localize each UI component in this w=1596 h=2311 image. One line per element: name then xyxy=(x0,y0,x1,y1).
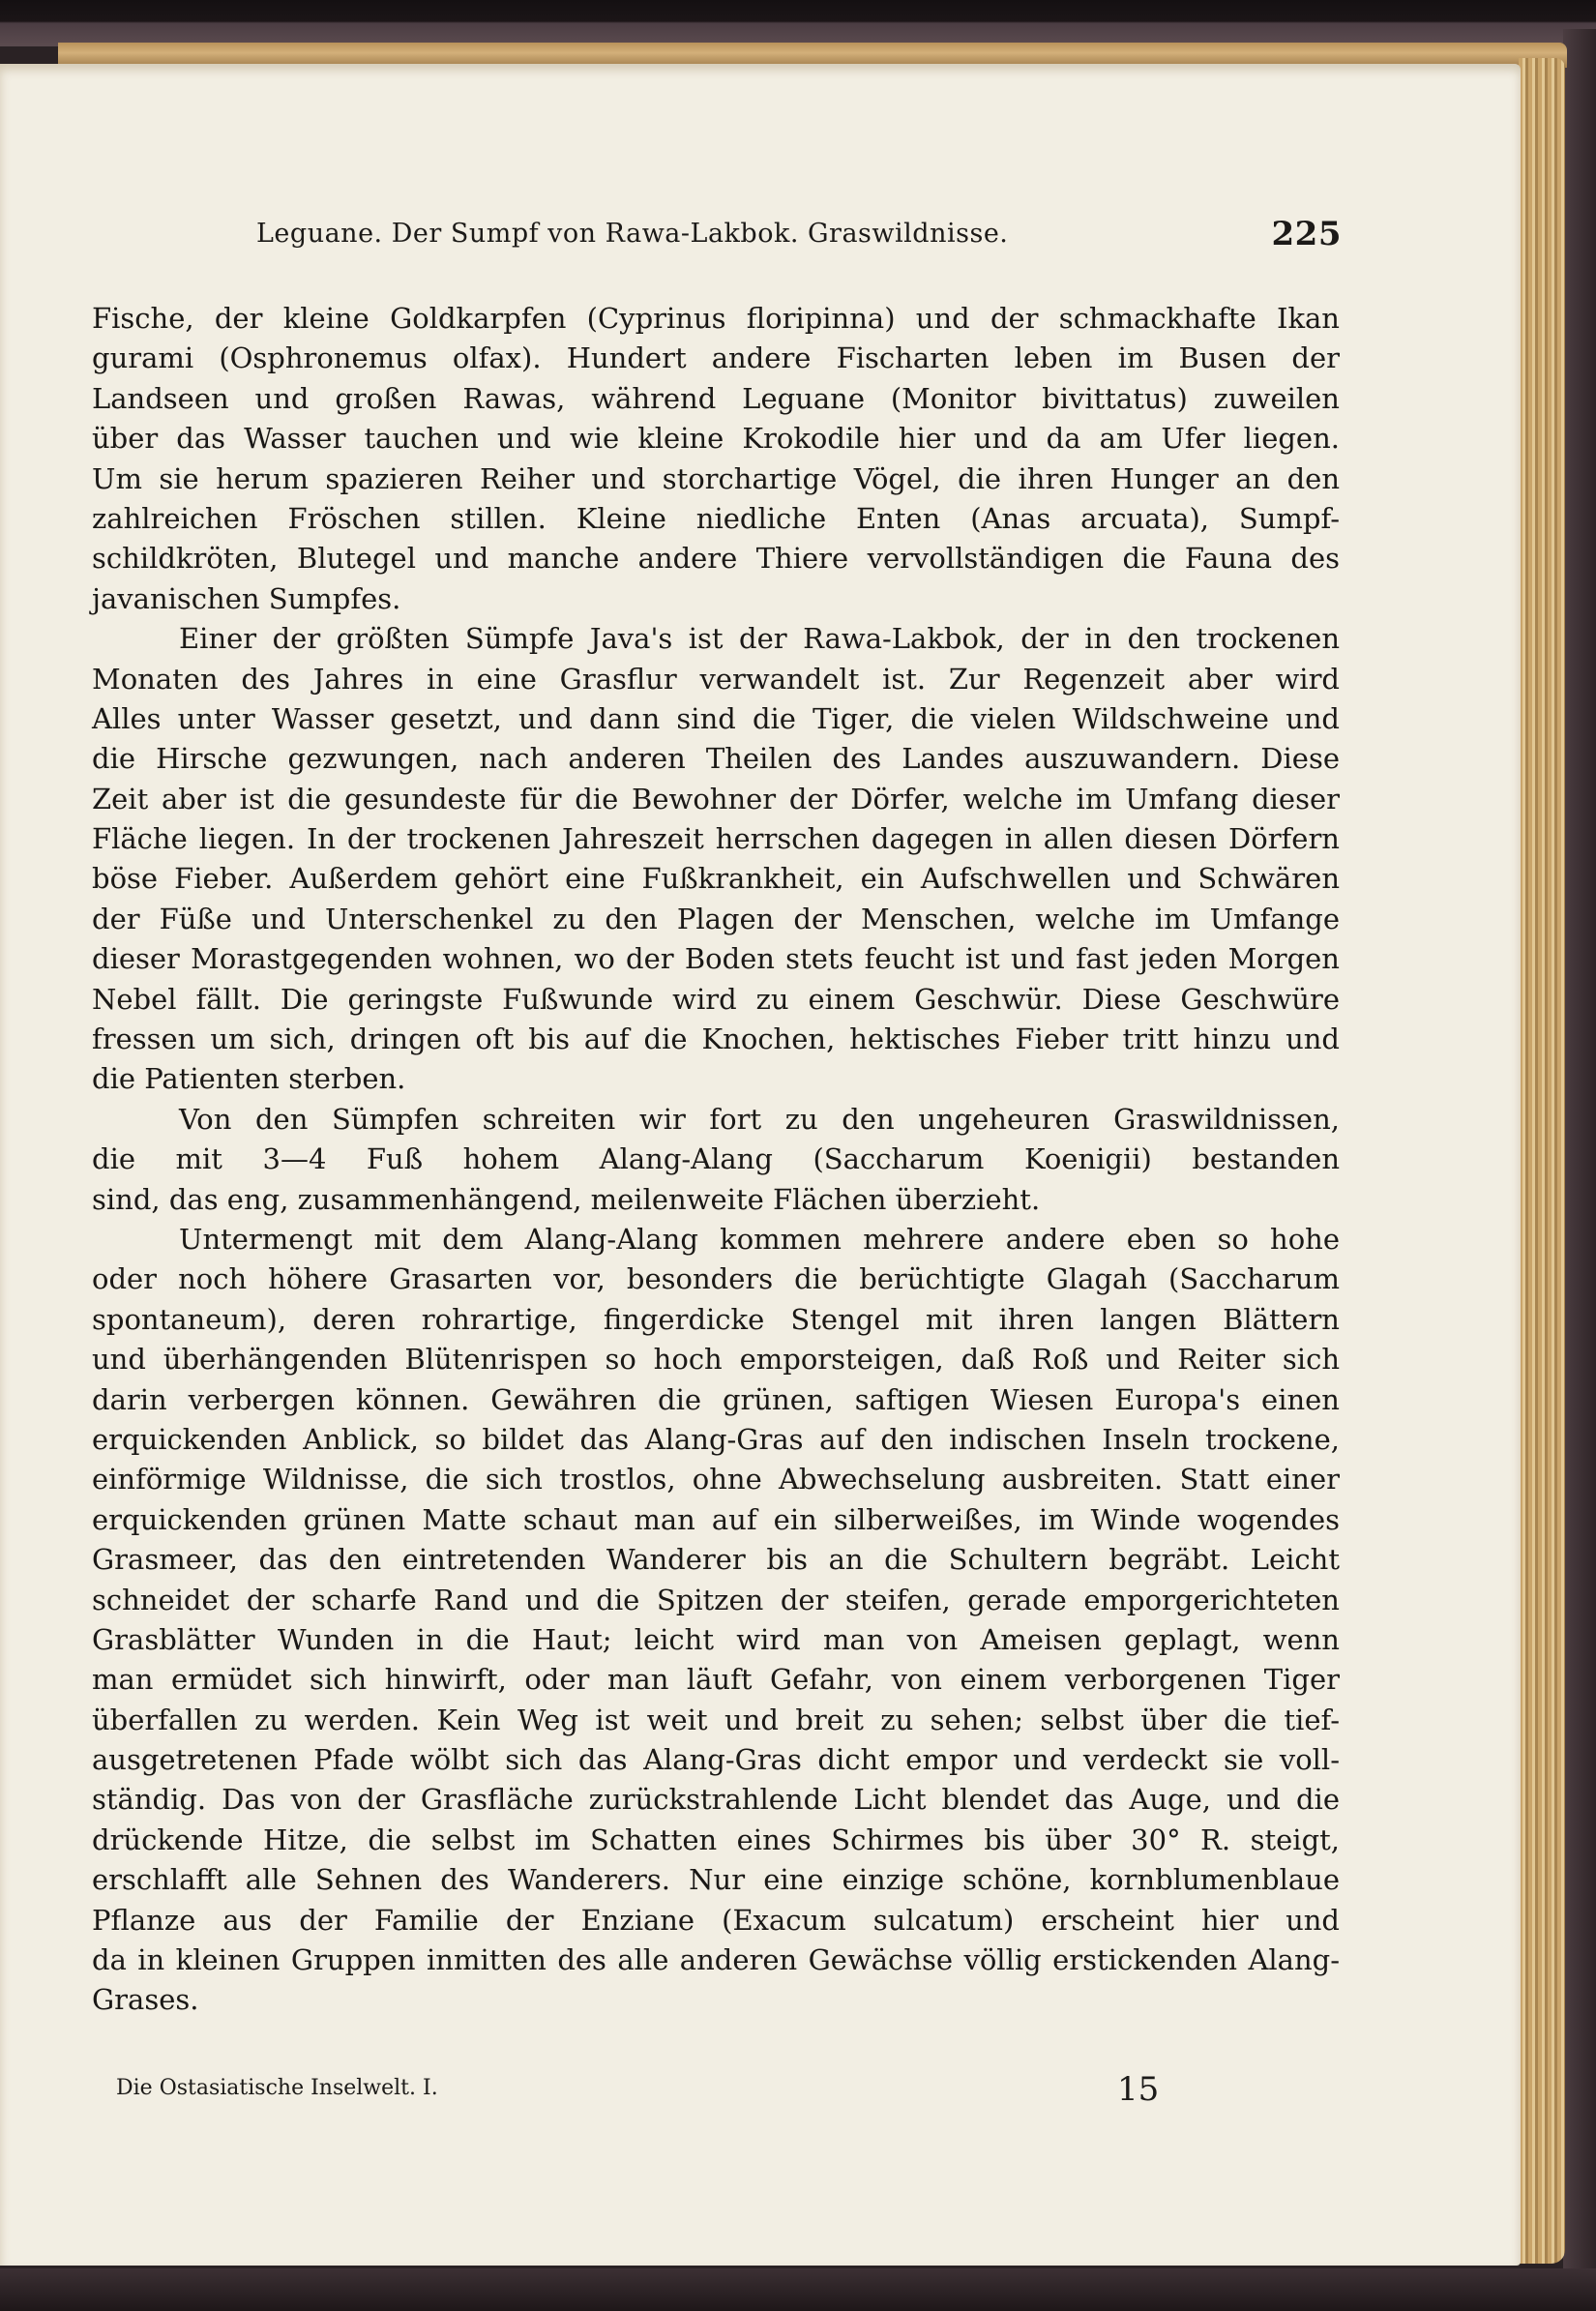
text-line: böse Fieber. Außerdem gehört eine Fußkrankheit, ein Aufschwellen und Schwären xyxy=(92,862,1340,896)
text-line: gurami (Osphronemus olfax). Hundert andere Fischarten leben im Busen der xyxy=(92,341,1340,375)
text-line: über das Wasser tauchen und wie kleine Krokodile hier und da am Ufer liegen. xyxy=(92,422,1340,456)
text-line: erschlafft alle Sehnen des Wanderers. Nur eine einzige schöne, kornblumenblaue xyxy=(92,1863,1340,1897)
text-line: dieser Morastgegenden wohnen, wo der Boden stets feucht ist und fast jeden Morgen xyxy=(92,942,1340,976)
running-head-title: Leguane. Der Sumpf von Rawa-Lakbok. Graswildnisse. xyxy=(256,219,1009,249)
text-line: schildkröten, Blutegel und manche andere Thiere vervollständigen die Fauna des xyxy=(92,542,1340,576)
text-line: Von den Sümpfen schreiten wir fort zu den ungeheuren Graswildnissen, xyxy=(179,1102,1340,1136)
text-line: ständig. Das von der Grasfläche zurückstrahlende Licht blendet das Auge, und die xyxy=(92,1783,1340,1817)
text-line: Zeit aber ist die gesundeste für die Bewohner der Dörfer, welche im Umfang dieser xyxy=(92,782,1340,815)
paragraph xyxy=(92,1220,1340,2021)
running-head xyxy=(256,215,1342,257)
text-line: ausgetretenen Pfade wölbt sich das Alang-Gras dicht empor und verdeckt sie voll- xyxy=(92,1743,1340,1777)
text-line: Monaten des Jahres in eine Grasflur verwandelt ist. Zur Regenzeit aber wird xyxy=(92,662,1340,696)
text-line: Einer der größten Sümpfe Java's ist der Rawa-Lakbok, der in den trockenen xyxy=(179,622,1340,656)
text-line: überfallen zu werden. Kein Weg ist weit und breit zu sehen; selbst über die tief- xyxy=(92,1703,1340,1736)
text-line: erquickenden grünen Matte schaut man auf ein silberweißes, im Winde wogendes xyxy=(92,1502,1340,1536)
text-line: Pflanze aus der Familie der Enziane (Exacum sulcatum) erscheint hier und xyxy=(92,1903,1340,1937)
paragraph xyxy=(92,619,1340,1100)
text-line: da in kleinen Gruppen inmitten des alle anderen Gewächse völlig erstickenden Alang- xyxy=(92,1943,1340,1977)
page-block-right-edge xyxy=(1519,58,1565,2264)
text-line: schneidet der scharfe Rand und die Spitzen der steifen, gerade emporgerichteten xyxy=(92,1583,1340,1616)
text-line: Grases. xyxy=(92,1983,199,2017)
paragraph xyxy=(92,299,1340,619)
text-line: fressen um sich, dringen oft bis auf die Knochen, hektisches Fieber tritt hinzu und xyxy=(92,1022,1340,1056)
text-line: sind, das eng, zusammenhängend, meilenweite Flächen überzieht. xyxy=(92,1182,1041,1216)
text-line: Landseen und großen Rawas, während Leguane (Monitor bivittatus) zuweilen xyxy=(92,381,1340,415)
sheet-number: 15 xyxy=(1117,2070,1160,2109)
book-cover-top xyxy=(0,0,1596,46)
text-line: oder noch höhere Grasarten vor, besonders die berüchtigte Glagah (Saccharum xyxy=(92,1262,1340,1296)
text-line: Untermengt mit dem Alang-Alang kommen mehrere andere eben so hohe xyxy=(179,1222,1340,1256)
text-line: man ermüdet sich hinwirft, oder man läuft Gefahr, von einem verborgenen Tiger xyxy=(92,1663,1340,1697)
text-line: javanischen Sumpfes. xyxy=(92,581,401,615)
paragraph xyxy=(92,1100,1340,1220)
text-line: und überhängenden Blütenrispen so hoch emporsteigen, daß Roß und Reiter sich xyxy=(92,1343,1340,1377)
text-line: Nebel fällt. Die geringste Fußwunde wird zu einem Geschwür. Diese Geschwüre xyxy=(92,982,1340,1016)
text-line: Grasblätter Wunden in die Haut; leicht wird man von Ameisen geplagt, wenn xyxy=(92,1622,1340,1656)
body-text xyxy=(92,299,1340,2021)
text-line: Um sie herum spazieren Reiher und storchartige Vögel, die ihren Hunger an den xyxy=(92,461,1340,495)
text-line: spontaneum), deren rohrartige, fingerdicke Stengel mit ihren langen Blättern xyxy=(92,1302,1340,1336)
text-line: Alles unter Wasser gesetzt, und dann sind die Tiger, die vielen Wildschweine und xyxy=(92,701,1340,735)
text-line: der Füße und Unterschenkel zu den Plagen der Menschen, welche im Umfange xyxy=(92,902,1340,935)
text-line: darin verbergen können. Gewähren die grünen, saftigen Wiesen Europa's einen xyxy=(92,1382,1340,1416)
footer-signature: Die Ostasiatische Inselwelt. I. xyxy=(116,2076,438,2100)
text-line: die mit 3—4 Fuß hohem Alang-Alang (Saccharum Koenigii) bestanden xyxy=(92,1142,1340,1176)
text-line: die Patienten sterben. xyxy=(92,1062,406,1096)
text-line: Fische, der kleine Goldkarpfen (Cyprinus floripinna) und der schmackhafte Ikan xyxy=(92,302,1340,335)
page-number: 225 xyxy=(1271,215,1342,253)
text-line: zahlreichen Fröschen stillen. Kleine niedliche Enten (Anas arcuata), Sumpf- xyxy=(92,501,1340,535)
text-line: erquickenden Anblick, so bildet das Alang-Gras auf den indischen Inseln trockene, xyxy=(92,1422,1340,1456)
text-line: die Hirsche gezwungen, nach anderen Theilen des Landes auszuwandern. Diese xyxy=(92,742,1340,776)
text-line: Grasmeer, das den eintretenden Wanderer bis an die Schultern begräbt. Leicht xyxy=(92,1543,1340,1577)
book-cover-bottom xyxy=(0,2268,1596,2311)
page-footer xyxy=(116,2070,1180,2109)
text-line: drückende Hitze, die selbst im Schatten eines Schirmes bis über 30° R. steigt, xyxy=(92,1822,1340,1856)
book-cover-right xyxy=(1563,29,1596,2283)
text-line: einförmige Wildnisse, die sich trostlos, ohne Abwechselung ausbreiten. Statt einer xyxy=(92,1463,1340,1496)
text-line: Fläche liegen. In der trockenen Jahreszeit herrschen dagegen in allen diesen Dörfern xyxy=(92,822,1340,856)
